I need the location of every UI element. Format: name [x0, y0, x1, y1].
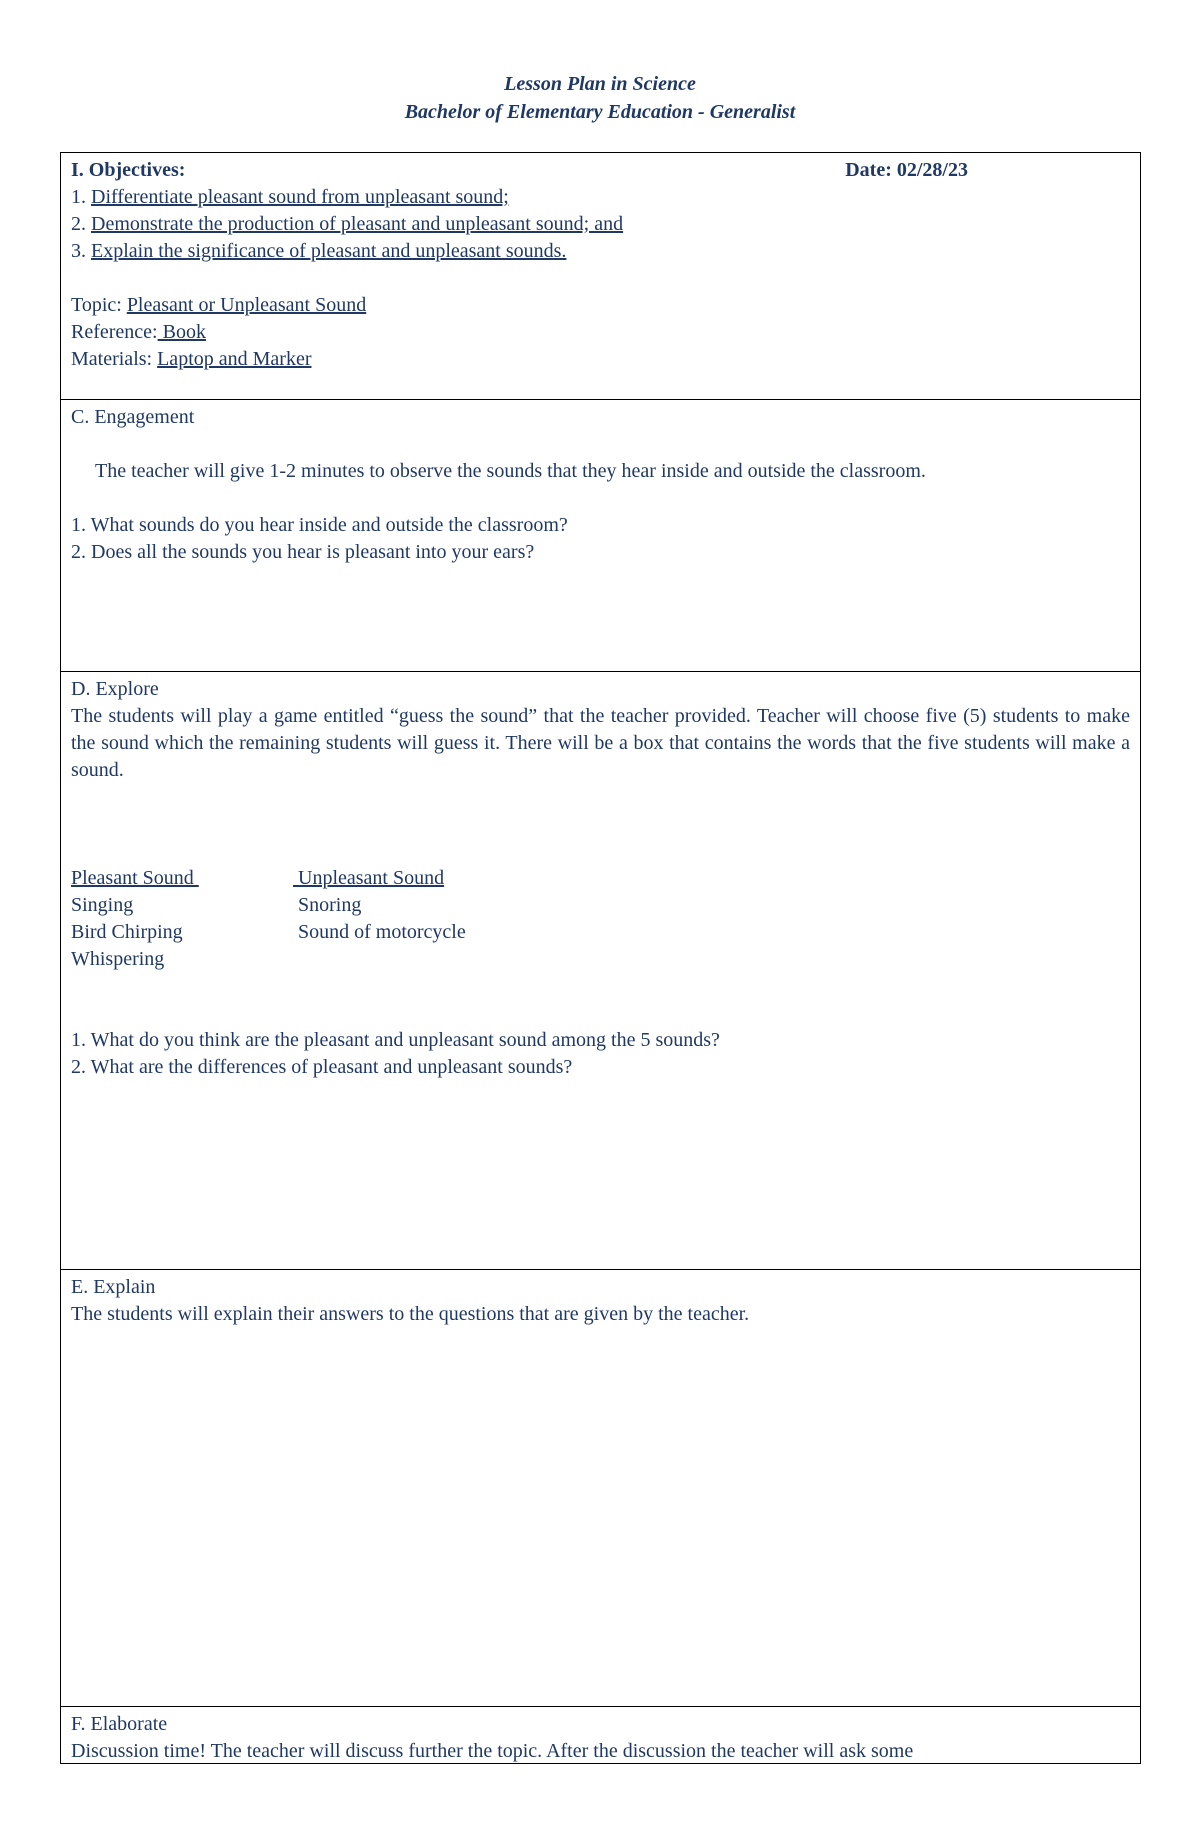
explain-section — [61, 1270, 1140, 1707]
pleasant-sound-item: Whispering — [71, 948, 165, 970]
objective-item-2 — [71, 211, 1130, 238]
explore-section — [61, 672, 1140, 1270]
explore-heading: D. Explore — [71, 678, 159, 700]
pleasant-sound-item: Singing — [71, 894, 134, 916]
pleasant-sound-item: Bird Chirping — [71, 921, 183, 943]
objective-text: Demonstrate the production of pleasant and unpleasant sound; and — [91, 213, 624, 235]
materials-line — [71, 346, 1130, 373]
materials-value: Laptop and Marker — [157, 348, 312, 370]
objective-number: 2. — [71, 213, 91, 235]
sound-columns — [71, 865, 1130, 973]
engagement-question-2: 2. Does all the sounds you hear is pleasant into your ears? — [71, 541, 535, 563]
document-header — [0, 70, 1200, 126]
topic-line — [71, 292, 1130, 319]
elaborate-section — [61, 1707, 1140, 1763]
reference-label: Reference: — [71, 321, 158, 343]
objective-number: 3. — [71, 240, 91, 262]
objectives-header-row — [71, 157, 1130, 184]
explore-question-1: 1. What do you think are the pleasant and unpleasant sound among the 5 sounds? — [71, 1029, 720, 1051]
objective-text: Differentiate pleasant sound from unpleasant sound; — [91, 186, 509, 208]
unpleasant-sound-heading: Unpleasant Sound — [293, 867, 445, 889]
lesson-plan-table — [60, 152, 1141, 1764]
objective-item-3 — [71, 238, 1130, 265]
pleasant-sound-column — [71, 865, 293, 973]
pleasant-sound-heading: Pleasant Sound — [71, 867, 199, 889]
objective-text: Explain the significance of pleasant and unpleasant sounds. — [91, 240, 567, 262]
topic-value: Pleasant or Unpleasant Sound — [126, 294, 367, 316]
elaborate-text: Discussion time! The teacher will discuss further the topic. After the discussion the teacher will ask some — [71, 1740, 914, 1762]
unpleasant-sound-item: Snoring — [298, 894, 362, 916]
objective-item-1 — [71, 184, 1130, 211]
unpleasant-sound-column — [293, 865, 466, 973]
reference-line — [71, 319, 1130, 346]
explore-paragraph: The students will play a game entitled “guess the sound” that the teacher provided. Teacher will choose five (5) students to make the sound which the remaining students will guess it. There will be a box that contains the words that the five students will make a sound. — [71, 705, 1130, 781]
engagement-heading: C. Engagement — [71, 406, 195, 428]
objective-number: 1. — [71, 186, 91, 208]
materials-label: Materials: — [71, 348, 158, 370]
objectives-section — [61, 153, 1140, 400]
engagement-instruction: The teacher will give 1-2 minutes to observe the sounds that they hear inside and outside the classroom. — [95, 460, 926, 482]
lesson-date: Date: 02/28/23 — [845, 159, 968, 181]
explain-heading: E. Explain — [71, 1276, 156, 1298]
reference-value: Book — [157, 321, 206, 343]
engagement-question-1: 1. What sounds do you hear inside and outside the classroom? — [71, 514, 568, 536]
unpleasant-sound-item: Sound of motorcycle — [298, 921, 466, 943]
explore-question-2: 2. What are the differences of pleasant and unpleasant sounds? — [71, 1056, 573, 1078]
objectives-heading: I. Objectives: — [71, 159, 186, 181]
explain-text: The students will explain their answers to the questions that are given by the teacher. — [71, 1303, 750, 1325]
topic-label: Topic: — [71, 294, 127, 316]
elaborate-heading: F. Elaborate — [71, 1713, 168, 1735]
program-subtitle: Bachelor of Elementary Education - Generalist — [404, 101, 796, 123]
engagement-section — [61, 400, 1140, 672]
lesson-plan-title: Lesson Plan in Science — [504, 73, 696, 95]
